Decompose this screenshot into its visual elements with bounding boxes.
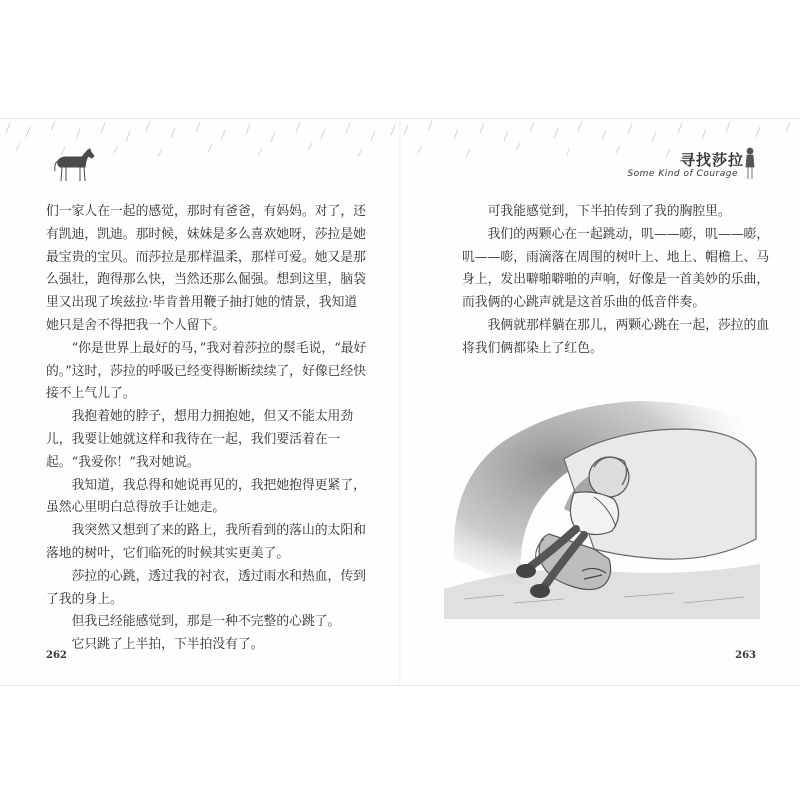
book-subtitle: Some Kind of Courage	[627, 169, 738, 179]
right-page-text	[462, 201, 774, 361]
paragraph: 可我能感觉到，下半拍传到了我的胸腔里。	[487, 204, 731, 219]
girl-icon	[744, 147, 756, 181]
paragraph: 我抱着她的脖子，想用力拥抱她，但又不能太用劲儿，我要让她就这样和我待在一起，我们要活着在一起。“我爱你！”我对她说。	[46, 409, 354, 470]
paragraph: 我突然又想到了来的路上，我所看到的落山的太阳和落地的树叶，它们临死的时候其实更美了。	[46, 523, 366, 561]
paragraph: 但我已经能感觉到，那是一种不完整的心跳了。	[71, 614, 341, 630]
paragraph: 莎拉的心跳，透过我的衬衣，透过雨水和热血，传到了我的身上。	[46, 568, 366, 607]
book-title: 寻找莎拉	[679, 151, 744, 169]
paragraph: 我俩就那样躺在那儿，两颗心跳在一起，莎拉的血将我们俩都染上了红色。	[462, 317, 770, 356]
horse-icon	[52, 147, 96, 183]
paragraph: 我们的两颗心在一起跳动，叽——嘭，叽——嘭，叽——嘭，雨滴落在周围的树叶上、地上、帽檐上、马身上，发出噼啪噼啪的声响，好像是一首美妙的乐曲，而我俩的心跳声就是这首乐曲的低音伴奏。	[462, 226, 770, 311]
book-spread	[0, 118, 800, 686]
left-page	[0, 119, 400, 685]
right-page	[400, 119, 800, 685]
paragraph: “你是世界上最好的马，”我对着莎拉的鬃毛说，“最好的。”这时，莎拉的呼吸已经变得断断续续了，好像已经快接不上气儿了。	[46, 340, 367, 402]
girl-hugging-horse-illustration	[444, 389, 760, 619]
paragraph: 它只跳了上半拍，下半拍没有了。	[71, 637, 264, 653]
page-number: 263	[735, 650, 756, 661]
page-number: 262	[46, 650, 67, 661]
paragraph: 我知道，我总得和她说再见的，我把她抱得更紧了，虽然心里明白总得放手让她走。	[46, 477, 366, 516]
paragraph: 们一家人在一起的感觉，那时有爸爸，有妈妈。对了，还有凯迪，凯迪。那时候，妹妹是多么喜欢她呀，莎拉是她最宝贵的宝贝。而莎拉是那样温柔，那样可爱。她又是那么强壮，跑得那么快，当然还那么倔强。想到这里，脑袋里又出现了埃兹拉·毕肯普用鞭子抽打她的情景，我知道她只是舍不得把我一个人留下。	[46, 204, 366, 333]
left-page-text	[46, 201, 368, 657]
